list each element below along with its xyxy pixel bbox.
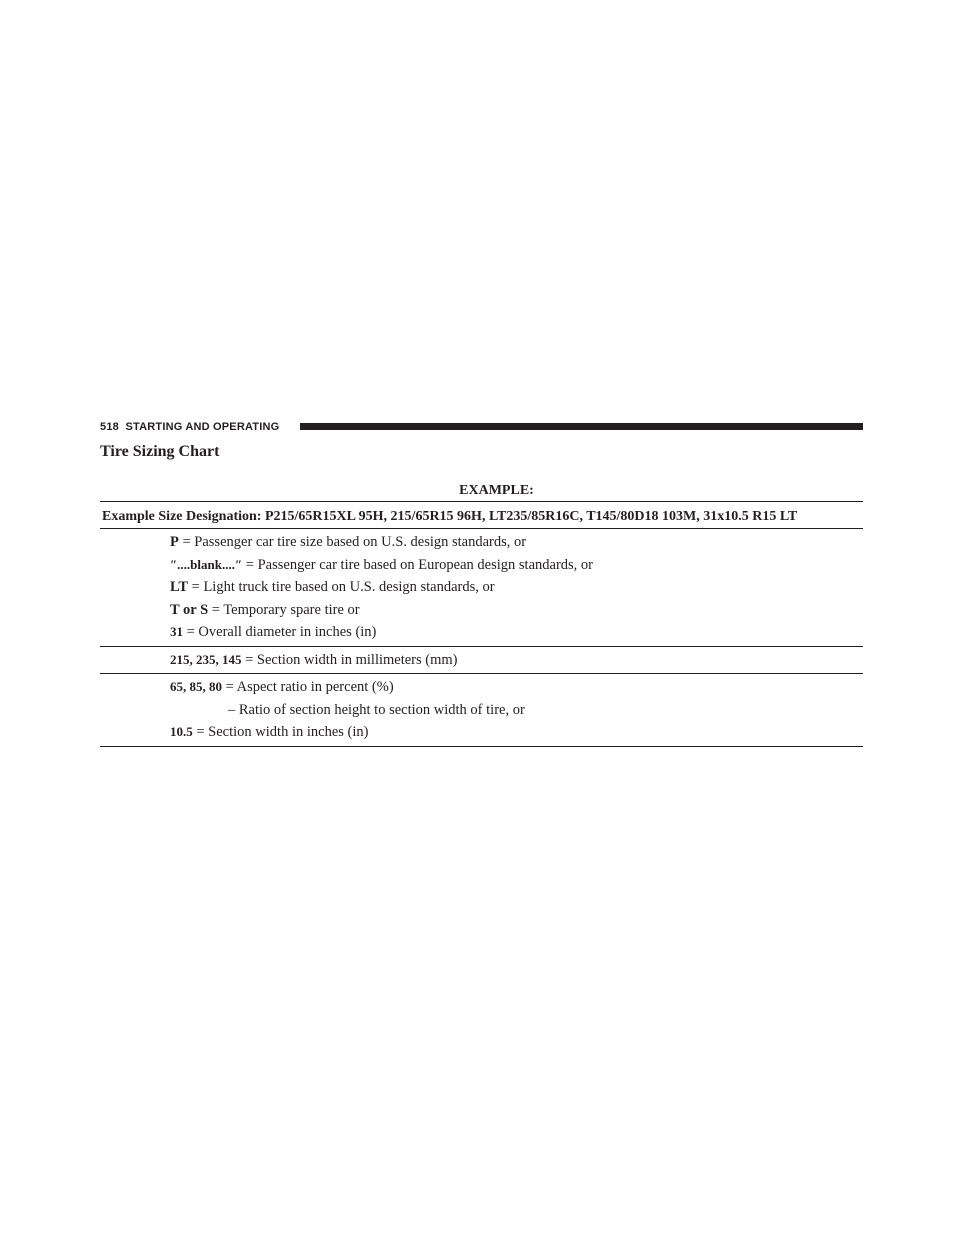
table-row: [100, 676, 863, 699]
row-text: = Passenger car tire size based on U.S. design standards, or: [178, 534, 527, 550]
table-group: [100, 674, 863, 746]
row-text: – Ratio of section height to section width of tire, or: [228, 701, 525, 718]
table-caption: EXAMPLE:: [459, 483, 534, 498]
size-designation: Example Size Designation: P215/65R15XL 95H, 215/65R15 96H, LT235/85R16C, T145/80D18 103M, 31x10.5 R15 LT: [102, 509, 798, 524]
row-key: T or S: [170, 601, 209, 618]
page-header: [100, 420, 863, 434]
page-number: 518: [100, 421, 119, 433]
table-row: [100, 699, 863, 722]
header-text: [100, 420, 285, 434]
row-text: = Overall diameter in inches (in): [183, 624, 377, 640]
row-text: = Section width in inches (in): [192, 724, 369, 740]
row-text: = Aspect ratio in percent (%): [222, 679, 394, 695]
table-group: [100, 529, 863, 646]
row-text: = Light truck tire based on U.S. design standards, or: [188, 579, 495, 595]
table-row: [100, 599, 863, 622]
row-key: 65, 85, 80: [170, 679, 222, 694]
tire-sizing-table: [100, 481, 863, 747]
section-title: Tire Sizing Chart: [100, 443, 220, 460]
row-key: 31: [170, 624, 183, 639]
table-row: [100, 649, 863, 672]
row-key: P: [170, 534, 179, 550]
table-row: [100, 721, 863, 744]
table-group: [100, 647, 863, 674]
section-name: STARTING AND OPERATING: [125, 421, 280, 433]
table-rule: [100, 746, 863, 747]
row-text: = Section width in millimeters (mm): [241, 651, 458, 668]
row-text: = Passenger car tire based on European design standards, or: [242, 556, 594, 573]
row-key: LT: [170, 579, 189, 595]
header-bar: [300, 423, 863, 430]
row-key: ″....blank....″: [170, 556, 243, 572]
table-row: [100, 621, 863, 644]
row-key: 215, 235, 145: [170, 651, 242, 667]
table-row: [100, 531, 863, 554]
row-text: = Temporary spare tire or: [208, 601, 360, 618]
table-row: [100, 576, 863, 599]
table-row: [100, 554, 863, 577]
row-key: 10.5: [170, 724, 193, 739]
